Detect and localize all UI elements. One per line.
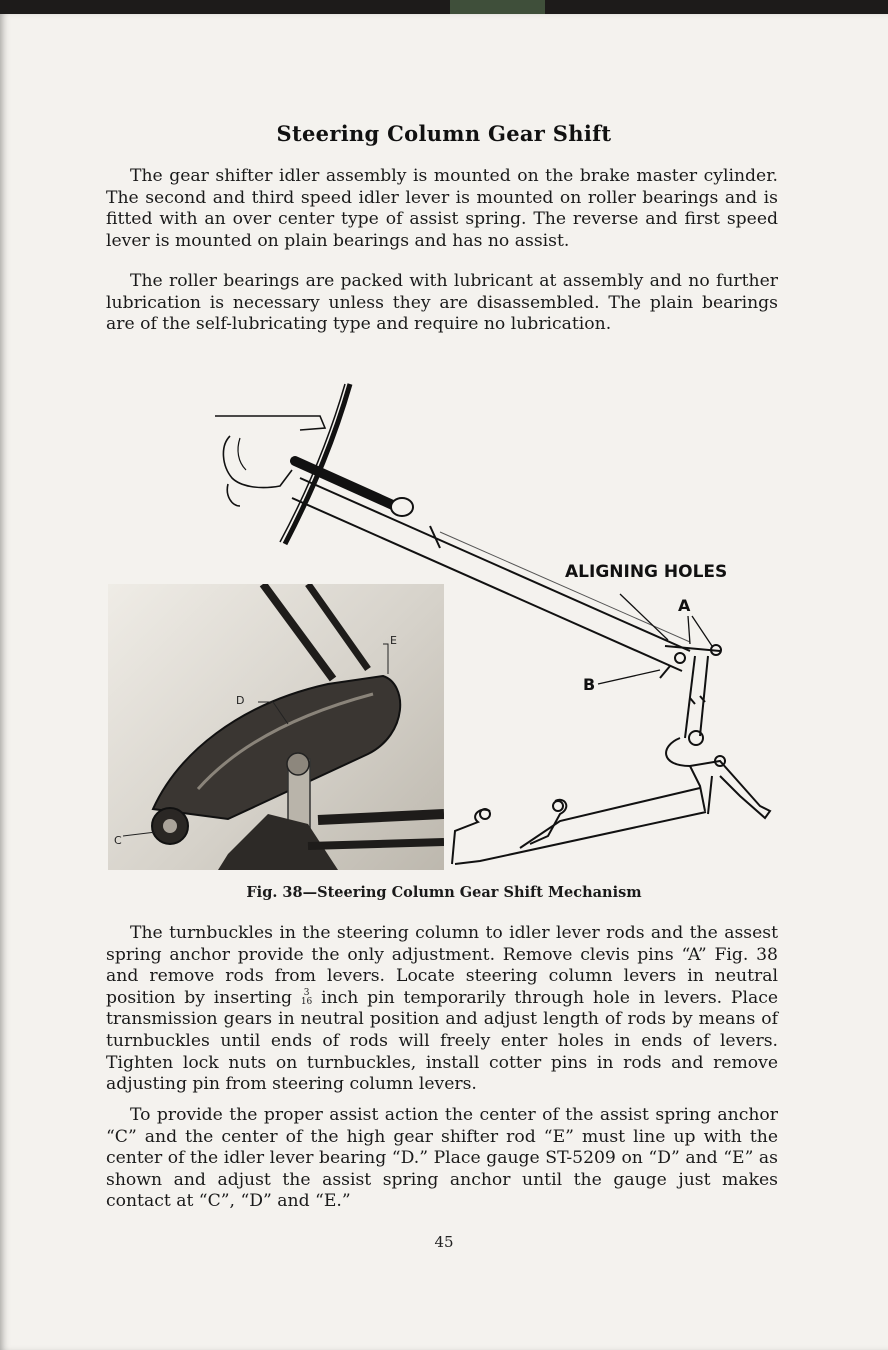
linkage-assembly [452, 645, 770, 864]
paragraph-3-part-1: The turnbuckles in the steering column to idler lever rods and the assest spring anchor provide the only adjustment. Remove clevis pins “A” Fig. 38 and remove rods from levers. Locate steering column levers in neutral position by inserting [106, 923, 778, 1008]
label-c: C [114, 834, 122, 847]
book-edge-strip [450, 0, 545, 14]
label-d: D [236, 694, 245, 707]
label-aligning-holes: ALIGNING HOLES [565, 562, 728, 582]
label-e: E [390, 634, 397, 647]
fraction-numerator: 3 [303, 988, 310, 999]
leader-line-a [688, 616, 712, 646]
label-b: B [583, 675, 596, 694]
label-a: A [678, 596, 691, 615]
paragraph-idler-assembly: The gear shifter idler assembly is mounted on the brake master cylinder. The second and third speed idler lever is mounted on roller bearings and is fitted with an over center type of assist spring. The reverse and first speed lever is mounted on plain bearings and has no assist. [106, 166, 778, 251]
book-page [0, 14, 888, 1350]
fraction-three-sixteenths [301, 989, 312, 1007]
leader-line-b [598, 670, 660, 684]
paragraph-lubrication: The roller bearings are packed with lubricant at assembly and no further lubrication is necessary unless they are disassembled. The plain bearings are of the self-lubricating type and require no lubrication. [106, 271, 778, 335]
paragraph-3-part-2: inch pin temporarily through hole in levers. Place transmission gears in neutral position and adjust length of rods by means of turnbuckles until ends of rods will freely enter holes in ends of levers. Tighten lock nuts on turnbuckles, install cotter pins in rods and remove adjusting pin from steering column levers. [106, 987, 779, 1095]
page-title: Steering Column Gear Shift [276, 121, 612, 146]
paragraph-assist-spring: To provide the proper assist action the center of the assist spring anchor “C” and the center of the high gear shifter rod “E” must line up with the center of the idler lever bearing “D.” Place gauge ST-5209 on “D” and “E” as shown and adjust the assist spring anchor until the gauge just makes contact at “C”, “D” and “E.” [106, 1105, 778, 1212]
figure-caption: Fig. 38—Steering Column Gear Shift Mechanism [246, 884, 642, 901]
fraction-denominator: 16 [300, 997, 313, 1008]
idler-lever-photo [108, 584, 444, 870]
leader-line-aligning [620, 594, 668, 640]
page-number: 45 [434, 1233, 454, 1251]
paragraph-turnbuckles [106, 923, 778, 1096]
figure-38 [0, 366, 888, 886]
